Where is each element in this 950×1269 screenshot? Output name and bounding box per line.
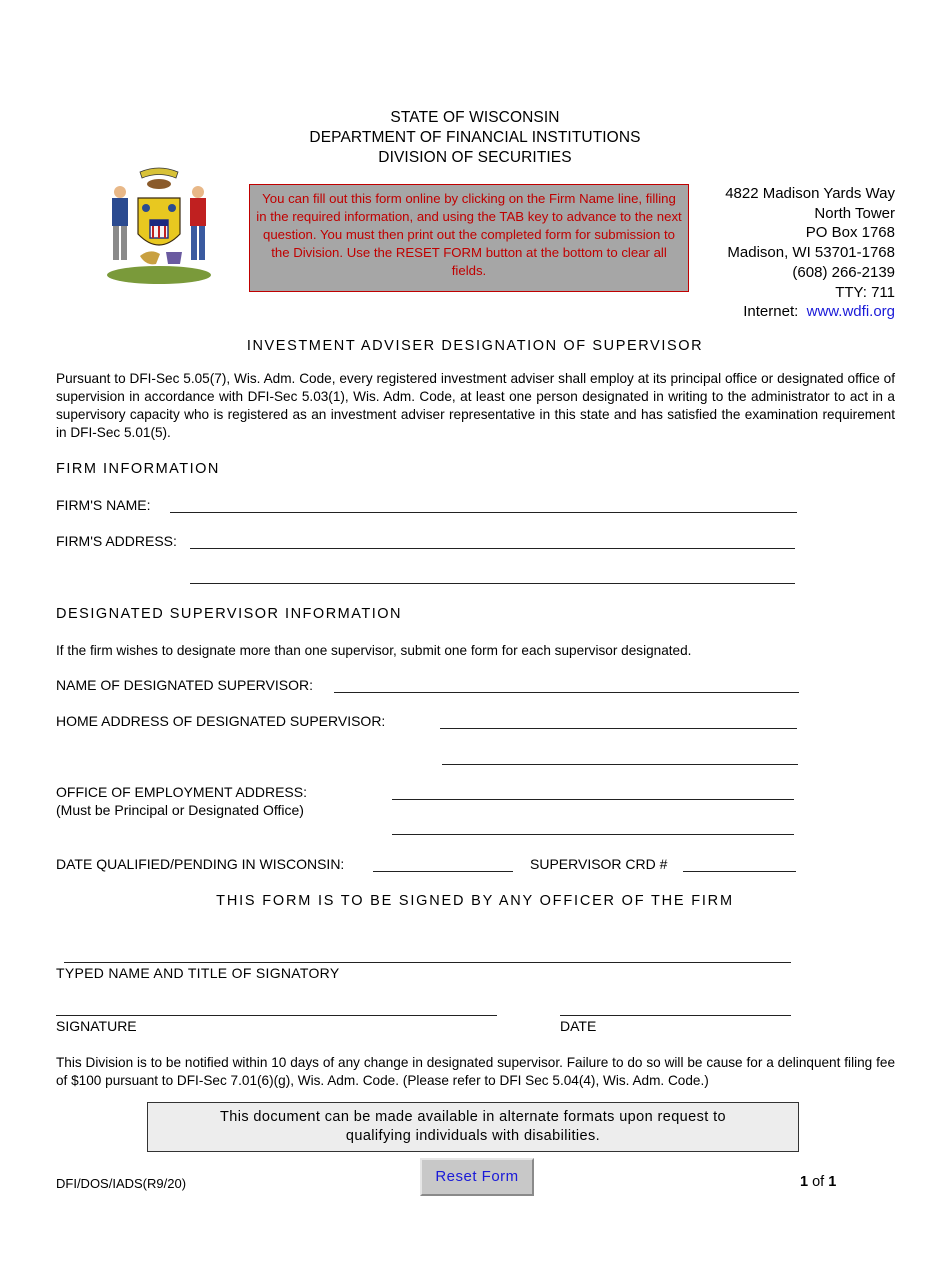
date-label: DATE	[560, 1018, 597, 1034]
home-address-field-1[interactable]	[440, 728, 797, 729]
supervisor-name-label: NAME OF DESIGNATED SUPERVISOR:	[56, 677, 313, 693]
page-total: 1	[828, 1174, 837, 1190]
wisconsin-seal-icon	[100, 164, 218, 286]
reset-form-button[interactable]: Reset Form	[420, 1158, 534, 1196]
page-current: 1	[800, 1174, 809, 1190]
signature-label: SIGNATURE	[56, 1018, 137, 1034]
address-street: 4822 Madison Yards Way	[725, 185, 895, 202]
address-tty: TTY: 711	[835, 283, 895, 301]
office-address-field-1[interactable]	[392, 799, 794, 800]
firm-information-heading: FIRM INFORMATION	[56, 461, 220, 477]
sign-heading: THIS FORM IS TO BE SIGNED BY ANY OFFICER OF THE FIRM	[216, 893, 734, 909]
header-state: STATE OF WISCONSIN	[390, 109, 560, 126]
address-po-box: PO Box 1768	[805, 224, 895, 242]
firm-name-label: FIRM'S NAME:	[56, 497, 151, 513]
signatory-label: TYPED NAME AND TITLE OF SIGNATORY	[56, 965, 340, 981]
supervisor-instruction: If the firm wishes to designate more than one supervisor, submit one form for each supervisor designated.	[56, 643, 692, 658]
header-division: DIVISION OF SECURITIES	[378, 149, 572, 166]
internet-label: Internet:	[743, 303, 799, 321]
firm-address-field-2[interactable]	[190, 583, 795, 584]
office-address-note: (Must be Principal or Designated Office)	[56, 802, 304, 818]
address-city: Madison, WI 53701-1768	[727, 244, 895, 262]
firm-address-field-1[interactable]	[190, 548, 795, 549]
address-block	[725, 184, 895, 322]
accessibility-line-2: qualifying individuals with disabilities.	[345, 1128, 601, 1144]
home-address-field-2[interactable]	[442, 764, 798, 765]
signature-field[interactable]	[56, 1015, 497, 1016]
supervisor-crd-label: SUPERVISOR CRD #	[530, 856, 668, 872]
page-of: of	[812, 1174, 825, 1190]
form-title: INVESTMENT ADVISER DESIGNATION OF SUPERVISOR	[246, 338, 704, 354]
date-field[interactable]	[560, 1015, 791, 1016]
website-link[interactable]: www.wdfi.org	[806, 303, 895, 321]
firm-address-label: FIRM'S ADDRESS:	[56, 533, 177, 549]
supervisor-information-heading: DESIGNATED SUPERVISOR INFORMATION	[56, 606, 402, 622]
supervisor-crd-field[interactable]	[683, 871, 796, 872]
intro-paragraph: Pursuant to DFI-Sec 5.05(7), Wis. Adm. Code, every registered investment adviser shall employ at its principal office or designated office of supervision in accordance with DFI-Sec 5.03(1), Wis. Adm. Code, at least one person designated in writing to the administrator to act in a supervisory capacity who is registered as an investment adviser representative in this state and has satisfied the examination requirement in DFI-Sec 5.01(5).	[56, 371, 895, 440]
address-phone: (608) 266-2139	[792, 263, 895, 281]
form-code: DFI/DOS/IADS(R9/20)	[56, 1176, 187, 1191]
page-indicator	[800, 1174, 836, 1190]
firm-name-field[interactable]	[170, 512, 797, 513]
home-address-label: HOME ADDRESS OF DESIGNATED SUPERVISOR:	[56, 713, 386, 729]
supervisor-name-field[interactable]	[334, 692, 799, 693]
header-department: DEPARTMENT OF FINANCIAL INSTITUTIONS	[309, 129, 641, 146]
date-qualified-field[interactable]	[373, 871, 513, 872]
address-building: North Tower	[814, 204, 895, 222]
accessibility-line-1: This document can be made available in alternate formats upon request to	[220, 1109, 726, 1125]
office-address-field-2[interactable]	[392, 834, 794, 835]
signatory-name-field[interactable]	[64, 962, 791, 963]
date-qualified-label: DATE QUALIFIED/PENDING IN WISCONSIN:	[56, 856, 345, 872]
online-instructions-notice: You can fill out this form online by clicking on the Firm Name line, filling in the required information, and using the TAB key to advance to the next question. You must then print out the completed form for submission to the Division. Use the RESET FORM button at the bottom to clear all fields.	[249, 184, 689, 292]
footer-note: This Division is to be notified within 10 days of any change in designated supervisor. Failure to do so will be cause for a delinquent filing fee of $100 pursuant to DFI-Sec 7.01(6)(g), Wis. Adm. Code. (Please refer to DFI Sec 5.04(4), Wis. Adm. Code.)	[56, 1055, 895, 1088]
accessibility-notice	[147, 1102, 799, 1152]
office-address-label: OFFICE OF EMPLOYMENT ADDRESS:	[56, 784, 308, 800]
